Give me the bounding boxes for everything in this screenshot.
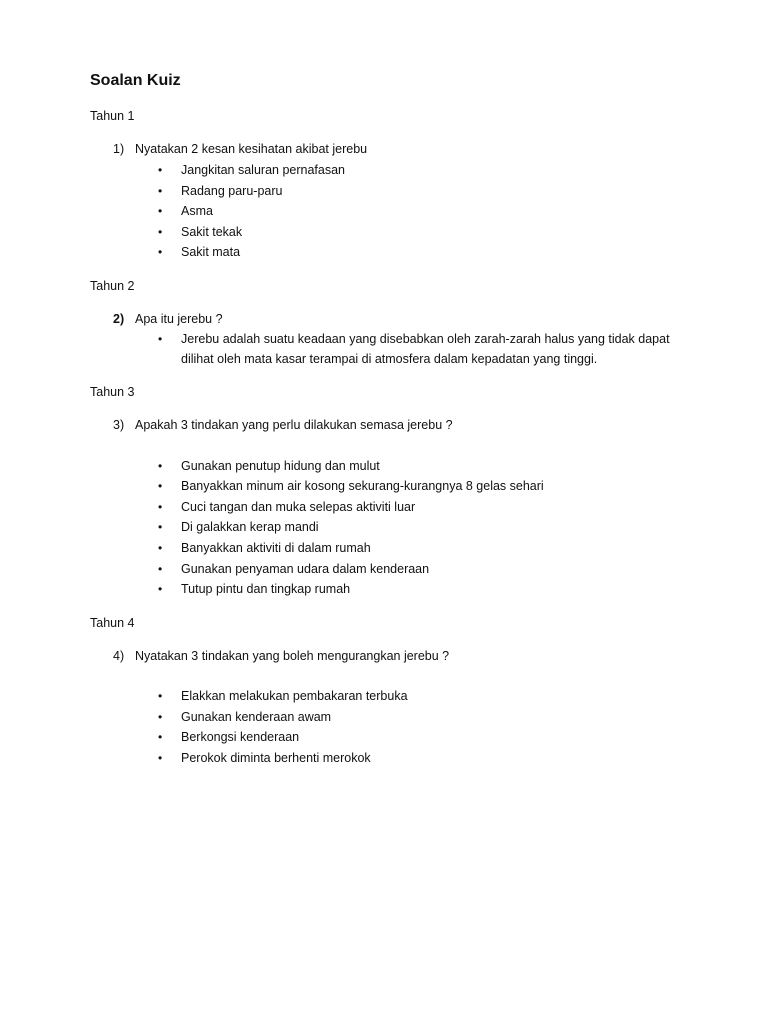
list-item: Elakkan melakukan pembakaran terbuka xyxy=(181,689,408,703)
question-text: Nyatakan 2 kesan kesihatan akibat jerebu xyxy=(135,142,368,156)
question-number: 4) xyxy=(113,649,125,663)
bullet-icon: • xyxy=(158,332,163,346)
page-title: Soalan Kuiz xyxy=(90,72,181,89)
bullet-icon: • xyxy=(158,184,163,198)
list-item: Sakit tekak xyxy=(181,225,243,239)
list-item: Perokok diminta berhenti merokok xyxy=(181,751,371,765)
bullet-icon: • xyxy=(158,751,163,765)
year-heading: Tahun 2 xyxy=(90,279,135,293)
list-item: Gunakan kenderaan awam xyxy=(181,710,332,724)
bullet-icon: • xyxy=(158,479,163,493)
bullet-icon: • xyxy=(158,520,163,534)
question-number: 2) xyxy=(113,312,125,326)
list-item: Tutup pintu dan tingkap rumah xyxy=(181,582,351,596)
list-item: Sakit mata xyxy=(181,245,241,259)
bullet-icon: • xyxy=(158,459,163,473)
list-item: Banyakkan aktiviti di dalam rumah xyxy=(181,541,371,555)
question-text: Nyatakan 3 tindakan yang boleh mengurangkan jerebu ? xyxy=(135,649,450,663)
list-item: Gunakan penyaman udara dalam kenderaan xyxy=(181,562,430,576)
list-item: Asma xyxy=(181,204,213,218)
bullet-icon: • xyxy=(158,562,163,576)
question-text: Apa itu jerebu ? xyxy=(135,312,223,326)
list-item: Di galakkan kerap mandi xyxy=(181,520,319,534)
year-heading: Tahun 1 xyxy=(90,109,135,123)
bullet-icon: • xyxy=(158,225,163,239)
question-number: 1) xyxy=(113,142,125,156)
bullet-icon: • xyxy=(158,245,163,259)
list-item: Jangkitan saluran pernafasan xyxy=(181,163,346,177)
year-heading: Tahun 3 xyxy=(90,385,135,399)
bullet-icon: • xyxy=(158,541,163,555)
year-heading: Tahun 4 xyxy=(90,616,135,630)
bullet-icon: • xyxy=(158,710,163,724)
list-item: Banyakkan minum air kosong sekurang-kurangnya 8 gelas sehari xyxy=(181,479,544,493)
question-number: 3) xyxy=(113,418,125,432)
list-item: Berkongsi kenderaan xyxy=(181,730,300,744)
list-item: Cuci tangan dan muka selepas aktiviti luar xyxy=(181,500,416,514)
bullet-icon: • xyxy=(158,204,163,218)
list-item: Gunakan penutup hidung dan mulut xyxy=(181,459,380,473)
list-item: Jerebu adalah suatu keadaan yang disebabkan oleh zarah-zarah halus yang tidak dapat dilihat oleh mata kasar terampai di atmosfera dalam kepadatan yang tinggi. xyxy=(181,332,670,366)
bullet-icon: • xyxy=(158,689,163,703)
bullet-icon: • xyxy=(158,500,163,514)
list-item: Radang paru-paru xyxy=(181,184,283,198)
bullet-icon: • xyxy=(158,582,163,596)
bullet-icon: • xyxy=(158,730,163,744)
question-text: Apakah 3 tindakan yang perlu dilakukan semasa jerebu ? xyxy=(135,418,453,432)
bullet-icon: • xyxy=(158,163,163,177)
